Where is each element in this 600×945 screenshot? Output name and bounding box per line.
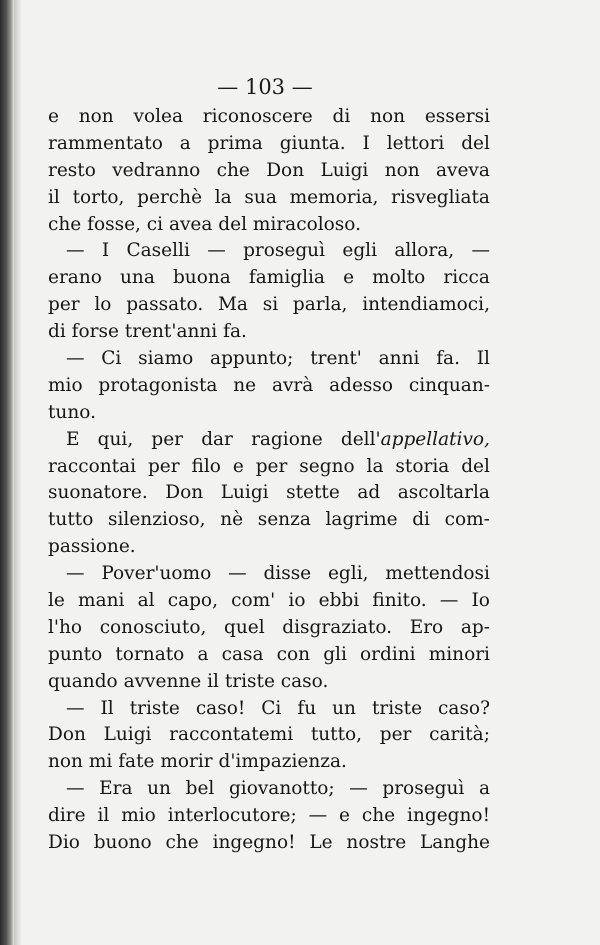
text-line: quando avvenne il triste caso. bbox=[48, 670, 329, 692]
text-line: passione. bbox=[48, 536, 136, 558]
book-spine-edge bbox=[0, 0, 14, 945]
body-text bbox=[48, 104, 490, 857]
text-line: — Ci siamo appunto; trent' anni fa. Il bbox=[66, 348, 490, 370]
text-line: punto tornato a casa con gli ordini minori bbox=[48, 643, 490, 665]
text-line: E qui, per dar ragione dell'appellativo, bbox=[66, 428, 490, 450]
text-line: il torto, perchè la sua memoria, risvegliata bbox=[48, 186, 490, 208]
text-line: — Il triste caso! Ci fu un triste caso? bbox=[66, 697, 490, 719]
text-line: suonatore. Don Luigi stette ad ascoltarla bbox=[48, 482, 490, 504]
text-line: — Pover'uomo — disse egli, mettendosi bbox=[66, 563, 490, 585]
page-number: — 103 — bbox=[217, 75, 313, 99]
text-line: di forse trent'anni fa. bbox=[48, 321, 247, 343]
text-line: le mani al capo, com' io ebbi finito. — Io bbox=[48, 590, 490, 612]
text-line: raccontai per filo e per segno la storia del bbox=[48, 455, 490, 477]
gutter-shadow bbox=[14, 0, 22, 945]
text-line: Dio buono che ingegno! Le nostre Langhe bbox=[48, 832, 490, 854]
text-line: che fosse, ci avea del miracoloso. bbox=[48, 213, 361, 235]
text-line: dire il mio interlocutore; — e che ingegno! bbox=[48, 805, 490, 827]
text-line: rammentato a prima giunta. I lettori del bbox=[48, 132, 490, 154]
text-line: non mi fate morir d'impazienza. bbox=[48, 751, 347, 773]
text-line: mio protagonista ne avrà adesso cinquan- bbox=[48, 374, 490, 396]
text-line: resto vedranno che Don Luigi non aveva bbox=[48, 159, 490, 181]
text-line: per lo passato. Ma si parla, intendiamoci, bbox=[48, 294, 490, 316]
text-line: l'ho conosciuto, quel disgraziato. Ero ap- bbox=[48, 616, 490, 638]
text-line: e non volea riconoscere di non essersi bbox=[48, 106, 490, 127]
text-line: erano una buona famiglia e molto ricca bbox=[48, 267, 490, 289]
text-line: — Era un bel giovanotto; — proseguì a bbox=[66, 778, 490, 800]
text-line: Don Luigi raccontatemi tutto, per carità; bbox=[48, 724, 490, 746]
text-line: tuno. bbox=[48, 401, 96, 423]
text-line: — I Caselli — proseguì egli allora, — bbox=[66, 240, 490, 262]
text-line: tutto silenzioso, nè senza lagrime di com- bbox=[48, 509, 490, 531]
